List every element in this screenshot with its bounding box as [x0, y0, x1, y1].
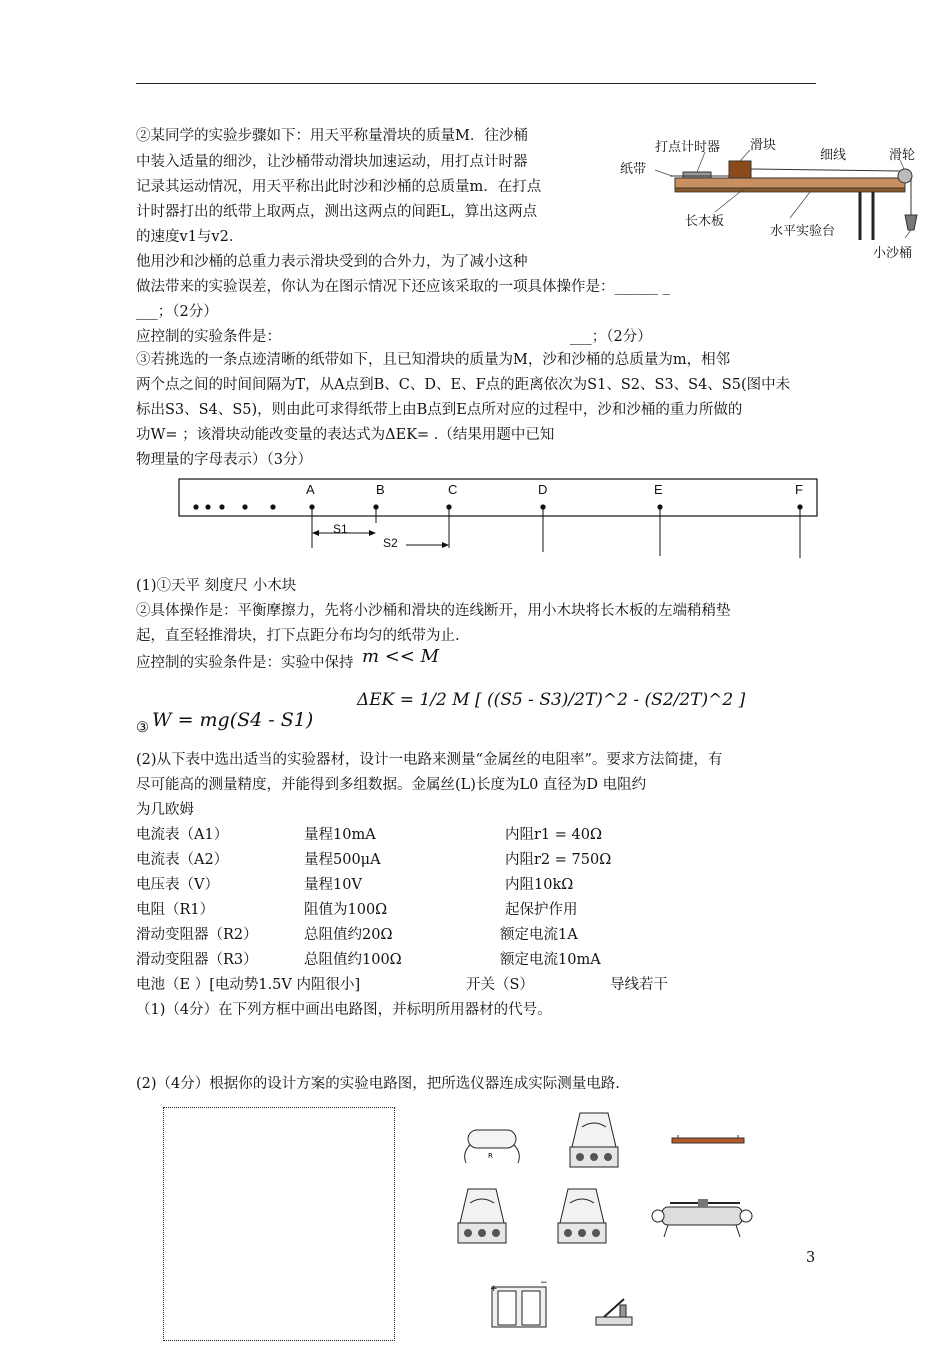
tape-label-F: F — [795, 482, 803, 497]
work-formula: W = mg(S4 - S1) — [152, 709, 314, 731]
table-cell: 额定电流10mA — [500, 952, 601, 968]
intro-line: 应控制的实验条件是： — [136, 329, 281, 345]
label-pulley: 滑轮 — [889, 147, 916, 162]
table-cell: 起保护作用 — [505, 902, 578, 918]
part3-line: 功W= ；该滑块动能改变量的表达式为ΔEK= .（结果用题中已知 — [136, 427, 555, 443]
tape-label-s1: S1 — [333, 522, 348, 536]
table-cell: 电流表（A2） — [136, 852, 229, 868]
label-table: 水平实验台 — [770, 223, 836, 238]
q2-line: (2)从下表中选出适当的实验器材，设计一电路来测量“金属丝的电阻率”。要求方法简捷，有 — [136, 752, 723, 768]
table-cell: 额定电流1A — [500, 927, 578, 943]
table-cell: 总阻值约20Ω — [304, 927, 393, 943]
part3-line: 两个点之间的时间间隔为T，从A点到B、C、D、E、F点的距离依次为S1、S2、S3、S4、S5(图中未 — [136, 377, 791, 393]
answer-line: (1)①天平 刻度尺 小木块 — [136, 578, 297, 594]
table-cell: 内阻r1 = 40Ω — [505, 827, 602, 843]
table-cell: 量程500μA — [304, 852, 381, 868]
tape-dot — [205, 504, 210, 509]
label-bucket: 小沙桶 — [873, 245, 913, 260]
intro-line-right: ___；（2分） — [570, 329, 652, 345]
tape-label-D: D — [538, 482, 548, 497]
tape-outline — [179, 479, 817, 516]
answer-line: 起，直至轻推滑块，打下点距分布均匀的纸带为止. — [136, 628, 460, 644]
tape-dot-D — [540, 504, 545, 509]
svg-text:+: + — [490, 1284, 498, 1294]
label-string: 细线 — [820, 147, 847, 162]
condition-formula: m << M — [362, 646, 440, 667]
part3-line: 标出S3、S4、S5)，则由此可求得纸带上由B点到E点所对应的过程中，沙和沙桶的重力所做的 — [136, 402, 743, 418]
slider-block — [729, 161, 751, 178]
metal-wire-icon — [672, 1135, 744, 1143]
intro-line: 计时器打出的纸带上取两点，测出这两点的间距L，算出这两点 — [136, 204, 538, 220]
table-cell: 量程10mA — [304, 827, 376, 843]
intro-line: 他用沙和沙桶的总重力表示滑块受到的合外力，为了减小这种 — [136, 254, 528, 270]
intro-line: 中装入适量的细沙，让沙桶带动滑块加速运动，用打点计时器 — [136, 154, 528, 170]
ek-formula: ΔEK = 1/2 M [ ((S5 - S3)/2T)^2 - (S2/2T)^2 ] — [357, 690, 746, 710]
label-tape: 纸带 — [620, 161, 647, 176]
table-cell: 总阻值约100Ω — [304, 952, 402, 968]
ammeter-2-icon — [458, 1189, 506, 1243]
table-cell: 阻值为100Ω — [304, 902, 388, 918]
timer-body — [683, 172, 711, 178]
instruments-area — [440, 1105, 790, 1344]
label-timer: 打点计时器 — [655, 139, 721, 154]
intro-line: 的速度v1与v2． — [136, 229, 244, 245]
resistor-icon — [465, 1130, 520, 1163]
page-number: 3 — [806, 1250, 816, 1266]
tape-dot-F — [797, 504, 802, 509]
tape-diagram — [178, 478, 818, 560]
answer-line: 应控制的实验条件是：实验中保持 — [136, 655, 354, 671]
battery-cell: 电池（E ）[电动势1.5V 内阻很小] — [136, 977, 361, 993]
intro-line: 记录其运动情况，用天平称出此时沙和沙桶的总质量m．在打点 — [136, 179, 542, 195]
table-cell: 滑动变阻器（R2） — [136, 927, 258, 943]
intro-line: ___；（2分） — [136, 304, 218, 320]
table-cell: 电压表（V） — [136, 877, 219, 893]
table-cell: 电流表（A1） — [136, 827, 229, 843]
table-cell: 内阻10kΩ — [505, 877, 574, 893]
table-cell: 内阻r2 = 750Ω — [505, 852, 612, 868]
rheostat-icon — [652, 1199, 752, 1237]
label-slider: 滑块 — [750, 137, 777, 152]
long-board — [675, 178, 905, 188]
tape-label-B: B — [376, 482, 385, 497]
tape-label-s2: S2 — [383, 536, 398, 550]
table-cell: 量程10V — [304, 877, 362, 893]
circle-three: ③ — [136, 720, 149, 736]
subquestion-2: (2)（4分）根据你的设计方案的实验电路图，把所选仪器连成实际测量电路. — [136, 1076, 620, 1092]
subquestion-1: （1)（4分）在下列方框中画出电路图，并标明所用器材的代号。 — [136, 1002, 552, 1018]
voltmeter-icon — [558, 1189, 606, 1243]
pulley — [898, 169, 912, 183]
tape-dot-B — [373, 504, 378, 509]
apparatus-diagram — [615, 130, 925, 265]
table-cell: 滑动变阻器（R3） — [136, 952, 258, 968]
svg-text:−: − — [540, 1278, 548, 1288]
table-cell: 电阻（R1） — [136, 902, 215, 918]
header-rule — [136, 83, 816, 84]
q2-line: 为几欧姆 — [136, 802, 194, 818]
tape-dot — [193, 504, 198, 509]
switch-cell: 开关（S） — [466, 977, 534, 993]
tape-dot — [219, 504, 224, 509]
part3-line: 物理量的字母表示）（3分） — [136, 452, 312, 468]
label-board: 长木板 — [685, 213, 725, 228]
tape-label-A: A — [306, 482, 315, 497]
circuit-drawing-box[interactable] — [163, 1107, 395, 1341]
ammeter-icon — [570, 1113, 618, 1167]
svg-text:R: R — [488, 1152, 493, 1160]
switch-icon — [596, 1299, 632, 1325]
tape-dot — [270, 504, 275, 509]
tape-dot — [242, 504, 247, 509]
battery-icon — [490, 1278, 548, 1327]
intro-line: ②某同学的实验步骤如下：用天平称量滑块的质量M．往沙桶 — [136, 128, 528, 144]
tape-dot-C — [446, 504, 451, 509]
answer-line: ②具体操作是：平衡摩擦力，先将小沙桶和滑块的连线断开，用小木块将长木板的左端稍稍垫 — [136, 603, 731, 619]
tape-label-E: E — [654, 482, 663, 497]
tape-label-C: C — [448, 482, 458, 497]
tape-dot-E — [657, 504, 662, 509]
sand-bucket — [905, 215, 917, 230]
part3-line: ③若挑选的一条点迹清晰的纸带如下，且已知滑块的质量为M，沙和沙桶的总质量为m，相邻 — [136, 352, 731, 368]
tape-dot-A — [309, 504, 314, 509]
instruments-svg — [440, 1105, 790, 1344]
table-top — [675, 188, 905, 192]
string — [751, 169, 900, 171]
intro-line: 做法带来的实验误差，你认为在图示情况下还应该采取的一项具体操作是：______ _ — [136, 279, 670, 295]
wires-cell: 导线若干 — [610, 977, 668, 993]
tape-svg — [178, 478, 818, 560]
q2-line: 尽可能高的测量精度，并能得到多组数据。金属丝(L)长度为L0 直径为D 电阻约 — [136, 777, 647, 793]
